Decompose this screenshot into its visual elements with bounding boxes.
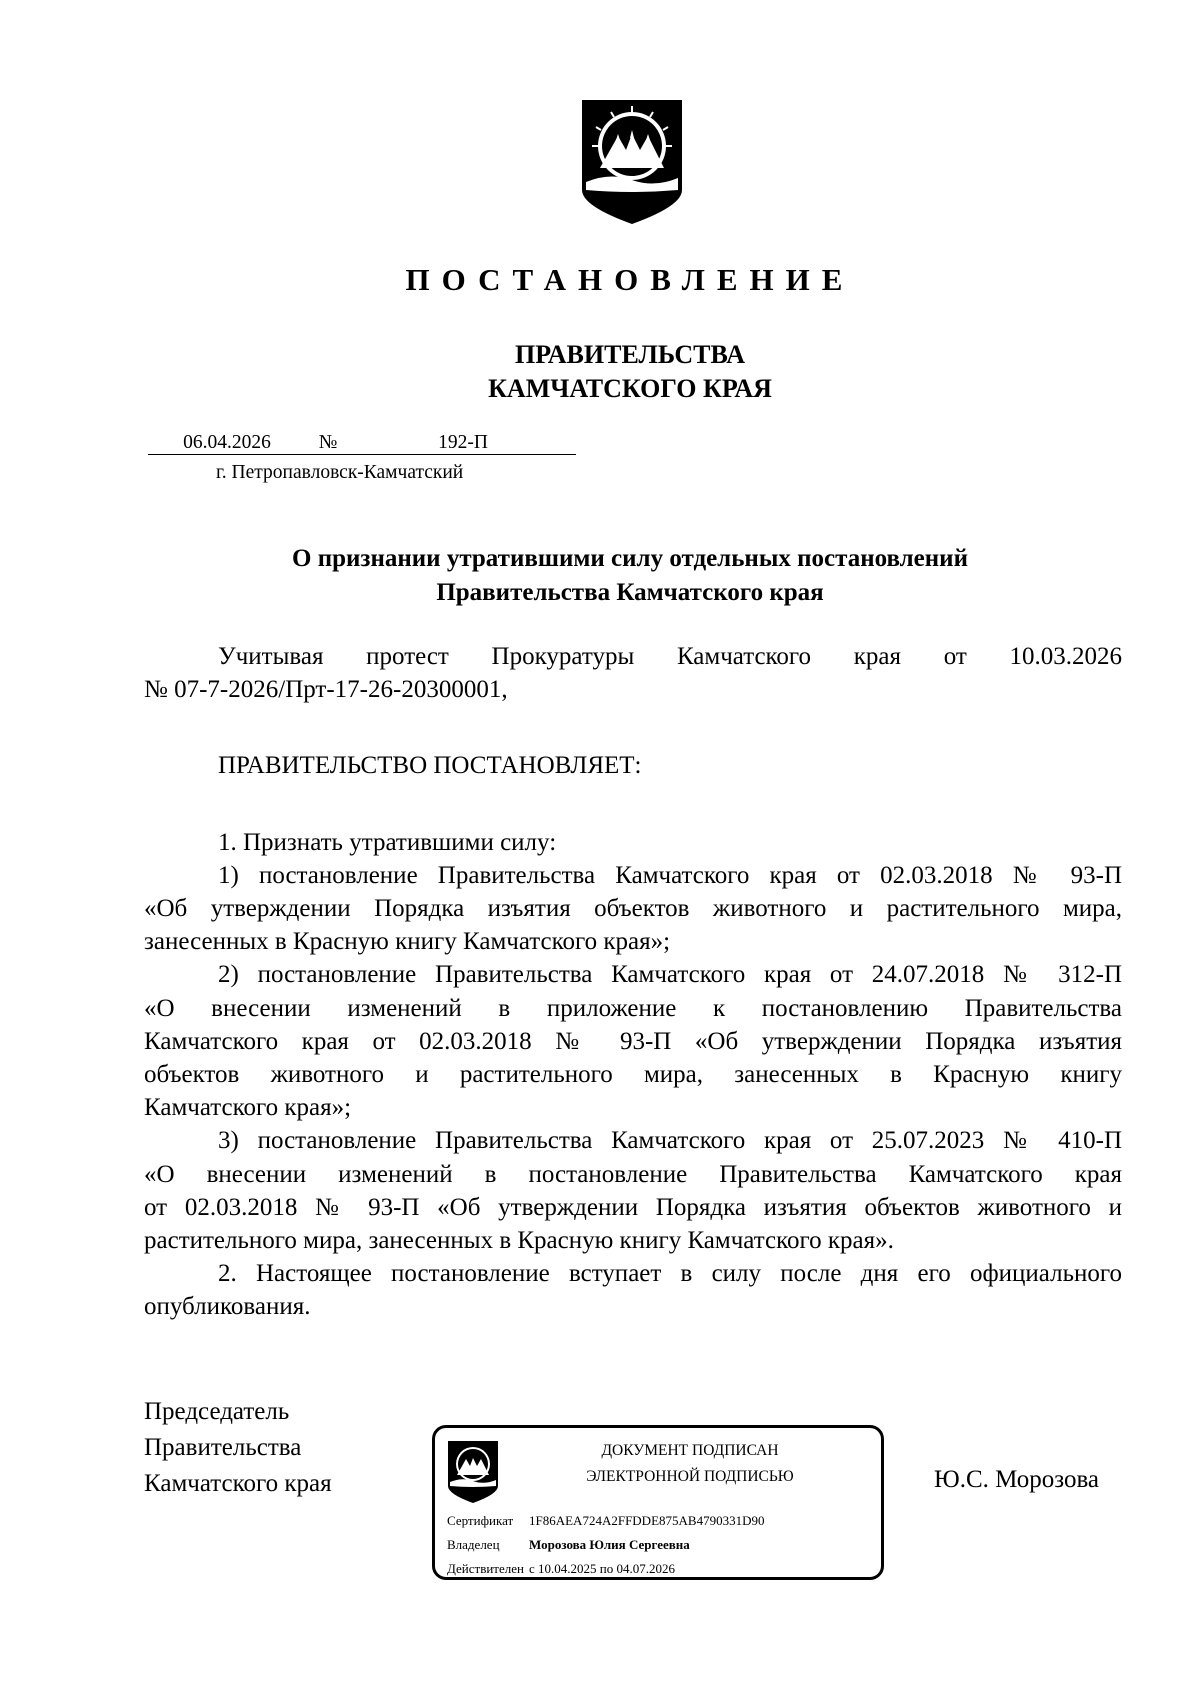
coat-of-arms-icon [580, 98, 684, 226]
stamp-certificate-row [447, 1513, 764, 1529]
item-2-line-2: «О внесении изменений в приложение к постановлению Правительства [144, 994, 1122, 1022]
preamble-line-1: Учитывая протест Прокуратуры Камчатского края от 10.03.2026 [218, 643, 1122, 670]
owner-label: Владелец [447, 1537, 500, 1552]
item-1-line-1: 1) постановление Правительства Камчатского края от 02.03.2018 № 93-П [218, 861, 1122, 889]
validity-value: с 10.04.2025 по 04.07.2026 [529, 1561, 675, 1576]
date-number-line [148, 432, 576, 455]
stamp-heading-line-1: ДОКУМЕНТ ПОДПИСАН [601, 1442, 779, 1459]
item-3-line-3: от 02.03.2018 № 93-П «Об утверждении Порядка изъятия объектов животного и [144, 1193, 1122, 1221]
stamp-owner-row [447, 1537, 690, 1553]
electronic-signature-stamp [432, 1425, 884, 1580]
item-3-line-2: «О внесении изменений в постановление Правительства Камчатского края [144, 1160, 1122, 1188]
paragraph-1: 1. Признать утратившими силу: [218, 828, 557, 856]
certificate-value: 1F86AEA724A2FFDDE875AB4790331D90 [529, 1513, 765, 1528]
signatory-name: Ю.С. Морозова [934, 1466, 1100, 1493]
document-type-heading: ПОСТАНОВЛЕНИЕ [405, 262, 855, 297]
signatory-title-line-2: Правительства [144, 1434, 302, 1461]
paragraph-2-line-1: 2. Настоящее постановление вступает в силу после дня его официального [218, 1260, 1122, 1288]
subject-line-1: О признании утратившими силу отдельных постановлений [292, 545, 968, 572]
number-sign: № [306, 432, 350, 455]
city: г. Петропавловск-Камчатский [216, 462, 464, 483]
issuer-line-2: КАМЧАТСКОГО КРАЯ [488, 374, 772, 403]
item-2-line-3: Камчатского края от 02.03.2018 № 93-П «Об утверждении Порядка изъятия [144, 1027, 1122, 1055]
signatory-title-line-3: Камчатского края [144, 1470, 332, 1497]
issuer-line-1: ПРАВИТЕЛЬСТВА [515, 340, 745, 369]
item-2-line-1: 2) постановление Правительства Камчатского края от 24.07.2018 № 312-П [218, 961, 1122, 989]
item-1-line-2: «Об утверждении Порядка изъятия объектов животного и растительного мира, [144, 895, 1122, 923]
validity-label: Действителен [447, 1561, 524, 1576]
preamble-line-2: № 07-7-2026/Прт-17-26-20300001, [144, 676, 508, 704]
signatory-title [144, 1394, 332, 1502]
item-2-line-4: объектов животного и растительного мира, занесенных в Красную книгу [144, 1061, 1122, 1089]
certificate-label: Сертификат [447, 1513, 514, 1528]
document-number: 192-П [350, 432, 576, 455]
document-date: 06.04.2026 [148, 432, 306, 455]
item-3-line-1: 3) постановление Правительства Камчатского края от 25.07.2023 № 410-П [218, 1127, 1122, 1155]
paragraph-2-line-2: опубликования. [144, 1293, 311, 1321]
stamp-coat-of-arms-icon [447, 1440, 499, 1504]
item-3-line-4: растительного мира, занесенных в Красную книгу Камчатского края». [144, 1227, 894, 1255]
item-1-line-3: занесенных в Красную книгу Камчатского края»; [144, 928, 671, 956]
subject-line-2: Правительства Камчатского края [436, 579, 824, 606]
signatory-title-line-1: Председатель [144, 1398, 290, 1425]
owner-value: Морозова Юлия Сергеевна [529, 1537, 690, 1552]
stamp-validity-row [447, 1561, 675, 1577]
resolution-statement: ПРАВИТЕЛЬСТВО ПОСТАНОВЛЯЕТ: [218, 752, 642, 780]
document-body [144, 640, 1122, 1324]
item-2-line-5: Камчатского края»; [144, 1094, 352, 1122]
stamp-heading-line-2: ЭЛЕКТРОННОЙ ПОДПИСЬЮ [586, 1468, 794, 1485]
